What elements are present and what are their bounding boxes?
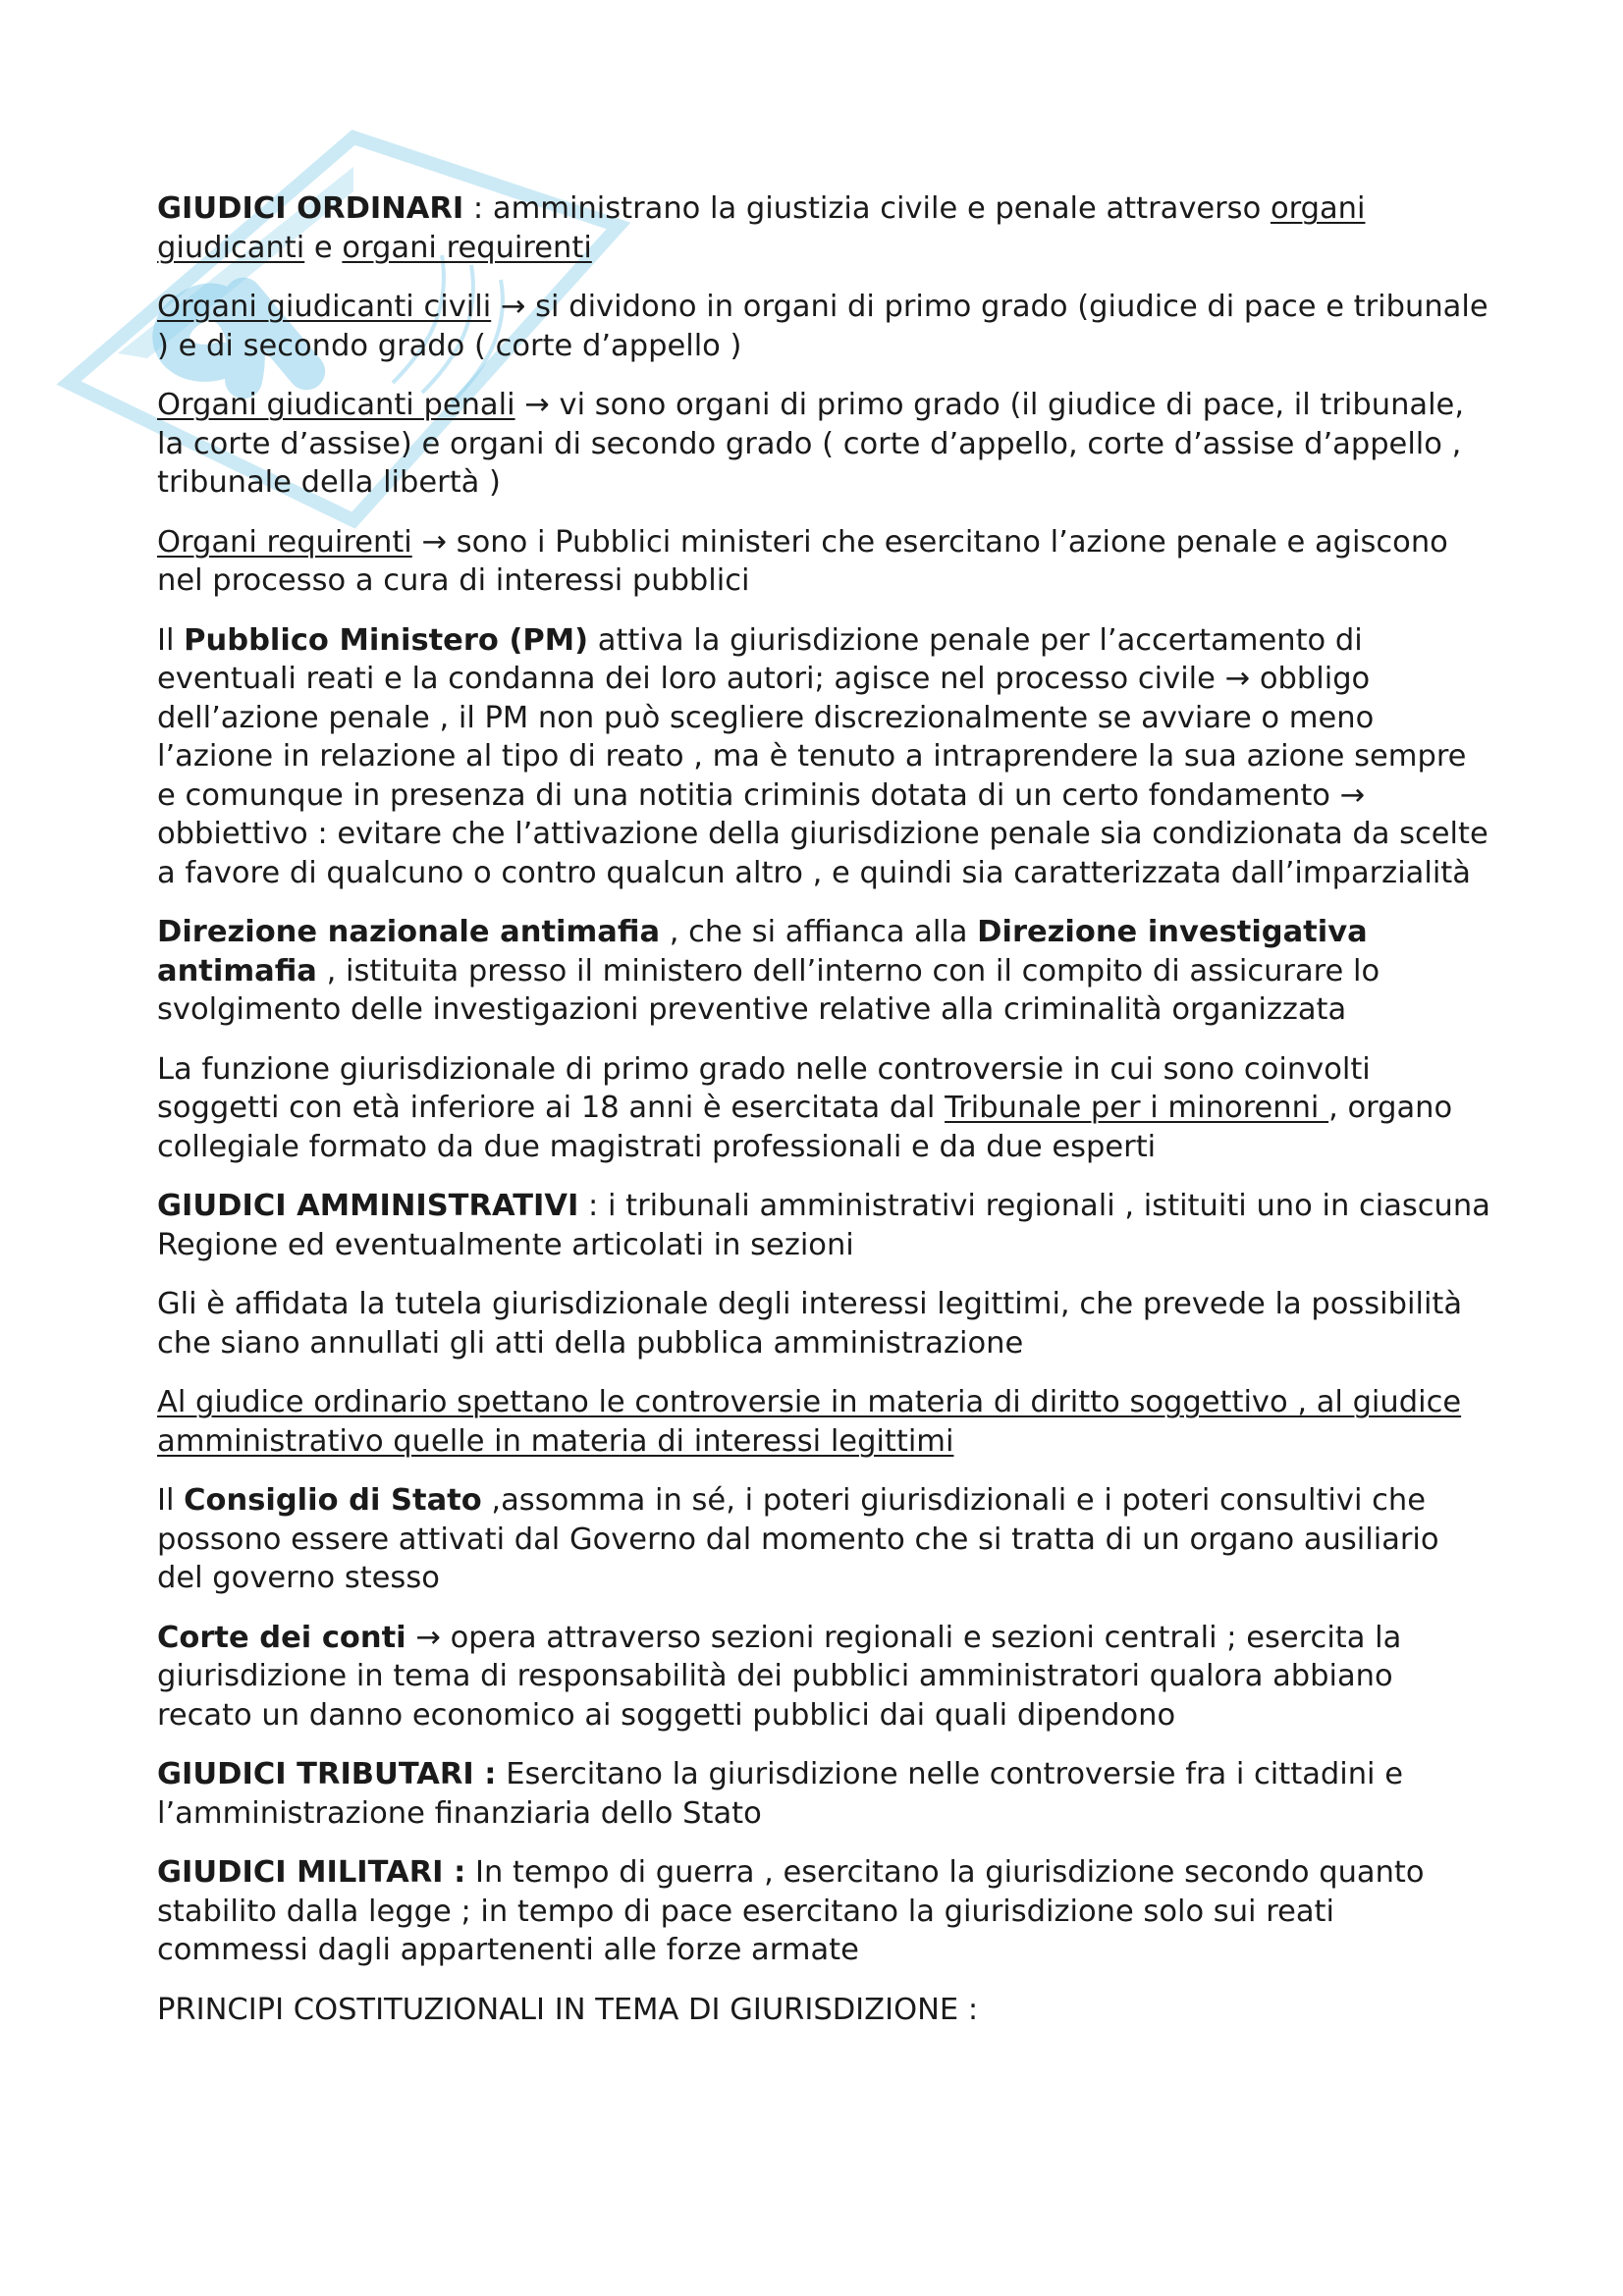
arrow-right-icon: → [421, 524, 448, 560]
paragraph-giudici-amministrativi [157, 1187, 1492, 1264]
underlined-term: organi requirenti [342, 230, 592, 265]
text: obbligo dell’azione penale , il PM non può scegliere discrezionalmente se avviare o meno l’azione in relazione al tipo di reato , ma è tenuto a intraprendere la sua azione sempre e comunque in presenza di una notitia criminis dotata di un certo fondamento [157, 662, 1467, 813]
paragraph-corte-dei-conti [157, 1619, 1492, 1735]
text: vi sono organi di primo grado (il giudice di pace, il tribunale, la corte d’assise) e organi di secondo grado ( corte d’appello, corte d’assise d’appello , tribunale della libertà ) [157, 388, 1465, 500]
text: , che si affianca alla [660, 915, 978, 949]
paragraph-giudici-ordinari [157, 189, 1492, 267]
text: Gli è affidata la tutela giurisdizionale degli interessi legittimi, che prevede la possibilità che siano annullati gli atti della pubblica amministrazione [157, 1287, 1463, 1361]
underlined-term: Organi requirenti [157, 524, 412, 560]
text: La funzione giurisdizionale di primo grado nelle controversie in cui sono coinvolti soggetti con età inferiore ai 18 anni è esercitata dal [157, 1051, 1371, 1125]
section-heading: PRINCIPI COSTITUZIONALI IN TEMA DI GIURISDIZIONE : [157, 1992, 979, 2027]
document-body [157, 189, 1492, 2050]
text: attiva la giurisdizione penale per l’accertamento di eventuali reati e la condanna dei loro autori; agisce nel processo civile [157, 622, 1363, 696]
text: , organo collegiale formato da due magistrati professionali e da due esperti [157, 1091, 1453, 1164]
text: opera attraverso sezioni regionali e sezioni centrali ; esercita la giurisdizione in tema di responsabilità dei pubblici amministratori qualora abbiano recato un danno economico ai soggetti pubblici dai quali dipendono [157, 1620, 1402, 1733]
text: : amministrano la giustizia civile e penale attraverso [463, 191, 1271, 226]
bold-term: Direzione nazionale antimafia [157, 915, 661, 949]
bold-term: Direzione investigativa antimafia [157, 915, 1368, 988]
heading-giudici-ordinari: GIUDICI ORDINARI [157, 191, 464, 226]
paragraph-consiglio-di-stato [157, 1481, 1492, 1598]
arrow-right-icon: → [1224, 662, 1251, 696]
underlined-term: organi giudicanti [157, 191, 1366, 265]
text: sono i Pubblici ministeri che esercitano l’azione penale e agiscono nel processo a cura di interessi pubblici [157, 524, 1448, 598]
arrow-right-icon: → [524, 388, 550, 422]
paragraph-giudici-militari [157, 1853, 1492, 1970]
paragraph-direzione-antimafia [157, 913, 1492, 1030]
paragraph-principi-costituzionali [157, 1991, 1492, 2030]
bold-term: Pubblico Ministero (PM) [184, 622, 589, 658]
underlined-sentence: Al giudice ordinario spettano le controversie in materia di diritto soggettivo , al giudice amministrativo quelle in materia di interessi legittimi [157, 1385, 1462, 1459]
underlined-term: Tribunale per i minorenni [945, 1091, 1329, 1125]
paragraph-interessi-legittimi [157, 1285, 1492, 1362]
underlined-term: Organi giudicanti penali [157, 388, 515, 422]
paragraph-pubblico-ministero [157, 621, 1492, 893]
heading-giudici-amministrativi: GIUDICI AMMINISTRATIVI [157, 1189, 579, 1223]
heading-giudici-tributari: GIUDICI TRIBUTARI : [157, 1757, 497, 1791]
paragraph-tribunale-minorenni [157, 1050, 1492, 1167]
paragraph-giudici-tributari [157, 1755, 1492, 1833]
underlined-term: Organi giudicanti civili [157, 290, 492, 324]
text: In tempo di guerra , esercitano la giurisdizione secondo quanto stabilito dalla legge ; in tempo di pace esercitano la giurisdizione solo sui reati commessi dagli appartenenti alle forze armate [157, 1855, 1425, 1967]
text: Esercitano la giurisdizione nelle controversie fra i cittadini e l’amministrazione finanziaria dello Stato [157, 1757, 1403, 1831]
arrow-right-icon: → [500, 290, 526, 324]
text: obbiettivo : evitare che l’attivazione della giurisdizione penale sia condizionata da scelte a favore di qualcuno o contro qualcun altro , e quindi sia caratterizzata dall’imparzialità [157, 817, 1488, 890]
heading-giudici-militari: GIUDICI MILITARI : [157, 1855, 466, 1890]
arrow-right-icon: → [1339, 777, 1366, 813]
paragraph-riparto-giurisdizione [157, 1383, 1492, 1461]
text: , istituita presso il ministero dell’interno con il compito di assicurare lo svolgimento delle investigazioni preventive relative alla criminalità organizzata [157, 953, 1380, 1027]
paragraph-organi-giudicanti-penali [157, 386, 1492, 503]
text: si dividono in organi di primo grado (giudice di pace e tribunale ) e di secondo grado ( corte d’appello ) [157, 290, 1488, 363]
text: : i tribunali amministrativi regionali , istituiti uno in ciascuna Regione ed eventualmente articolati in sezioni [157, 1189, 1490, 1262]
text: ,assomma in sé, i poteri giurisdizionali e i poteri consultivi che possono essere attivati dal Governo dal momento che si tratta di un organo ausiliario del governo stesso [157, 1483, 1439, 1595]
bold-term: Corte dei conti [157, 1620, 406, 1655]
bold-term: Consiglio di Stato [184, 1483, 482, 1518]
text: Il [157, 1483, 185, 1518]
text: e [304, 230, 343, 265]
paragraph-organi-requirenti [157, 523, 1492, 601]
paragraph-organi-giudicanti-civili [157, 288, 1492, 365]
text: Il [157, 622, 185, 658]
arrow-right-icon: → [415, 1620, 441, 1655]
